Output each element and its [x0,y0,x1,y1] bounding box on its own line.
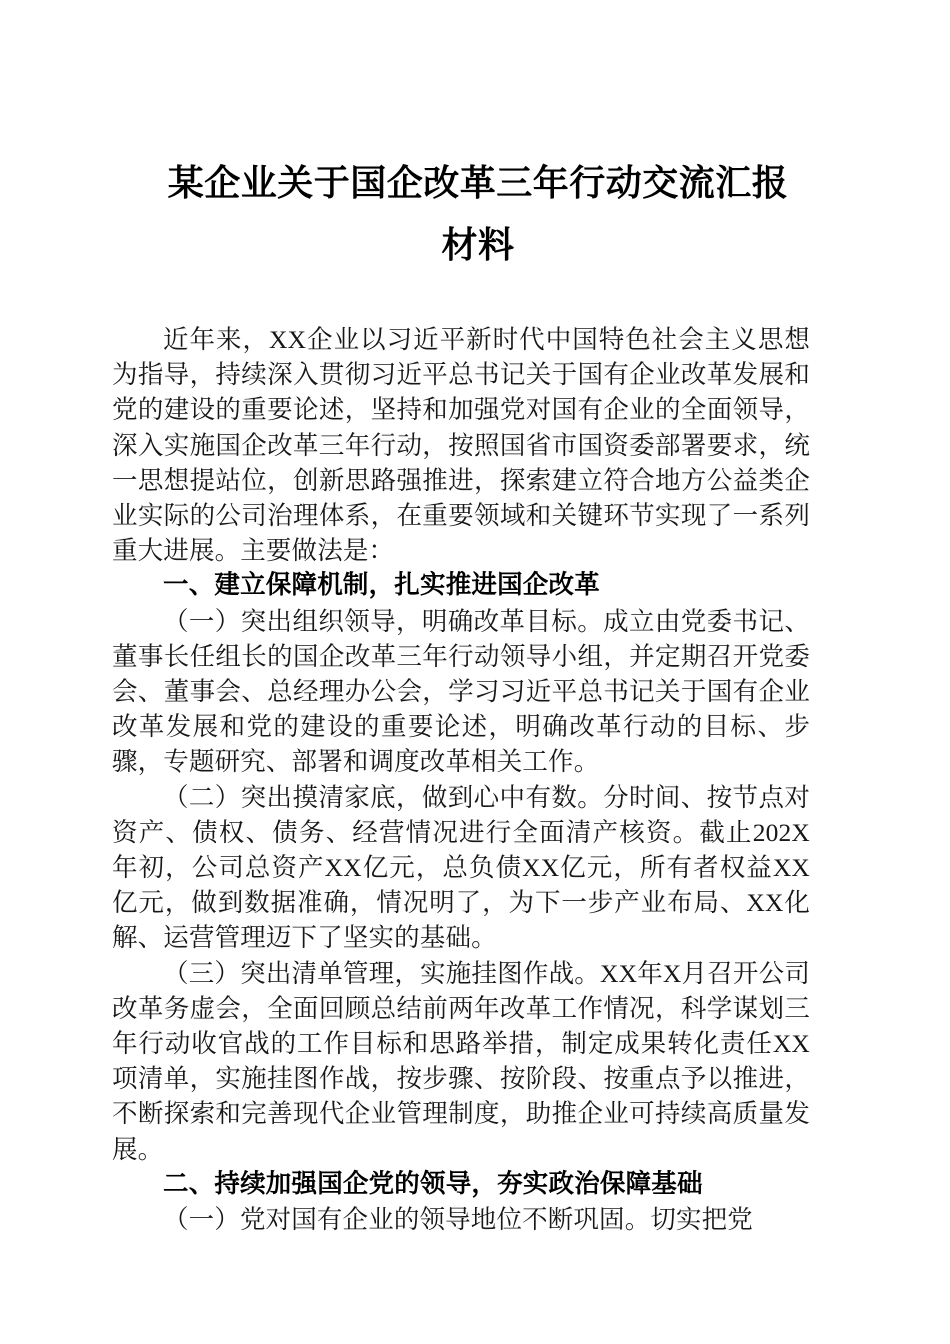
section-heading-one: 一、建立保障机制，扎实推进国企改革 [163,571,600,600]
paragraph-section1-item2: （二）突出摸清家底，做到心中有数。分时间、按节点对资产、债权、债务、经营情况进行全面清产核资。截止202X年初，公司总资产XX亿元，总负债XX亿元，所有者权益XX亿元，做到数据准确，情况明了，为下一步产业布局、XX化解、运营管理迈下了坚实的基础。 [112,782,810,953]
document-body [112,0,810,1237]
page-title: 某企业关于国企改革三年行动交流汇报材料 [167,163,789,265]
paragraph-section1-item1: （一）突出组织领导，明确改革目标。成立由党委书记、董事长任组长的国企改革三年行动领导小组，并定期召开党委会、董事会、总经理办公会，学习习近平总书记关于国有企业改革发展和党的建设的重要论述，明确改革行动的目标、步骤，专题研究、部署和调度改革相关工作。 [112,606,810,777]
title-body-spacer [112,276,810,322]
paragraph-intro: 近年来，XX企业以习近平新时代中国特色社会主义思想为指导，持续深入贯彻习近平总书记关于国有企业改革发展和党的建设的重要论述，坚持和加强党对国有企业的全面领导，深入实施国企改革三年行动，按照国省市国资委部署要求，统一思想提站位，创新思路强推进，探索建立符合地方公益类企业实际的公司治理体系，在重要领域和关键环节实现了一系列重大进展。主要做法是： [112,325,810,566]
paragraph-section2-item1: （一）党对国有企业的领导地位不断巩固。切实把党 [163,1205,753,1235]
paragraph-section1-item3: （三）突出清单管理，实施挂图作战。XX年X月召开公司改革务虚会，全面回顾总结前两年改革工作情况，科学谋划三年行动收官战的工作目标和思路举措，制定成果转化责任XX项清单，实施挂图作战，按步骤、按阶段、按重点予以推进，不断探索和完善现代企业管理制度，助推企业可持续高质量发展。 [112,958,810,1164]
section-heading-two: 二、持续加强国企党的领导，夯实政治保障基础 [163,1169,703,1198]
